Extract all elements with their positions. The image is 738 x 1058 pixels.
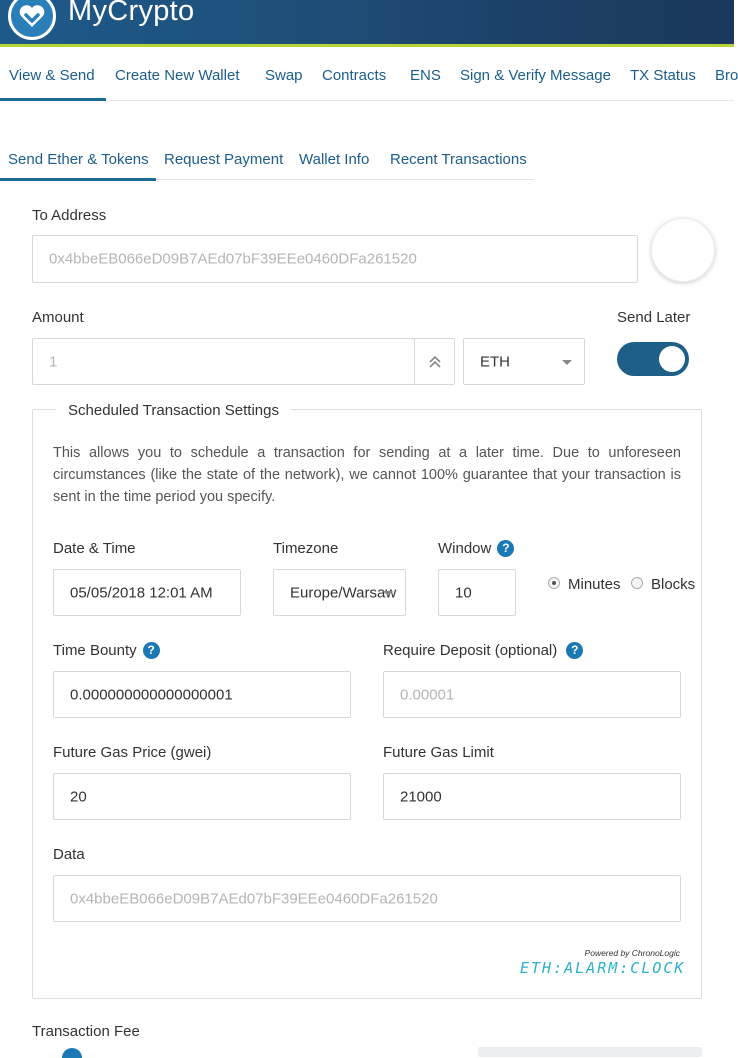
- future-gas-limit-input[interactable]: [383, 773, 681, 820]
- to-address-placeholder: 0x4bbeEB066eD09B7AEd07bF39EEe0460DFa261520: [49, 250, 417, 268]
- time-bounty-input[interactable]: [53, 671, 351, 718]
- chevron-down-icon: [562, 360, 572, 365]
- send-everything-button[interactable]: [414, 339, 454, 384]
- require-deposit-label-text: Require Deposit (optional): [383, 642, 558, 659]
- window-label-text: Window: [438, 540, 492, 557]
- future-gas-price-input[interactable]: [53, 773, 351, 820]
- minutes-radio-label[interactable]: Minutes: [568, 576, 621, 593]
- require-deposit-placeholder: 0.00001: [400, 686, 455, 703]
- future-gas-price-value: 20: [70, 788, 87, 805]
- tab-send-ether[interactable]: Send Ether & Tokens: [8, 151, 149, 168]
- nav-active-indicator: [0, 98, 106, 101]
- data-input[interactable]: [53, 875, 681, 922]
- blocks-radio-label[interactable]: Blocks: [651, 576, 696, 593]
- time-bounty-value: 0.000000000000000001: [70, 686, 233, 703]
- timezone-value: Europe/Warsaw: [290, 584, 397, 601]
- datetime-input[interactable]: [53, 569, 241, 616]
- send-later-toggle[interactable]: [617, 342, 689, 376]
- to-address-label: To Address: [32, 207, 107, 224]
- unit-select-value: ETH: [480, 353, 510, 370]
- double-chevron-up-icon: [428, 355, 442, 369]
- main-nav: [0, 50, 738, 101]
- unit-select[interactable]: [463, 338, 585, 385]
- transaction-fee-label: Transaction Fee: [32, 1023, 140, 1040]
- tab-active-indicator: [0, 178, 156, 181]
- help-icon[interactable]: ?: [143, 642, 160, 659]
- fee-help-icon[interactable]: [62, 1048, 82, 1058]
- future-gas-limit-label: Future Gas Limit: [383, 744, 494, 761]
- scheduled-description: This allows you to schedule a transaction for sending at a later time. Due to unforeseen circumstances (like the state of the network), we cannot 100% guarantee that your transaction is sent in the time period you specify.: [53, 445, 681, 505]
- amount-input[interactable]: [32, 338, 455, 385]
- to-address-input[interactable]: [32, 235, 638, 283]
- window-value: 10: [455, 584, 472, 601]
- time-bounty-label-text: Time Bounty: [53, 642, 137, 659]
- nav-ens[interactable]: ENS: [410, 67, 441, 84]
- amount-placeholder: 1: [49, 353, 58, 370]
- require-deposit-label: [383, 642, 583, 659]
- sub-tabs: [0, 150, 734, 181]
- chronologic-branding[interactable]: [520, 948, 686, 977]
- timezone-select[interactable]: [273, 569, 406, 616]
- address-identicon: [651, 218, 715, 282]
- window-label: [438, 540, 514, 557]
- datetime-value: 05/05/2018 12:01 AM: [70, 584, 213, 601]
- send-later-label: Send Later: [617, 309, 691, 326]
- help-icon[interactable]: ?: [497, 540, 514, 557]
- fee-slider[interactable]: [478, 1047, 702, 1057]
- nav-sign-verify[interactable]: Sign & Verify Message: [460, 67, 611, 84]
- future-gas-price-label: Future Gas Price (gwei): [53, 744, 212, 761]
- app-title[interactable]: MyCrypto: [68, 0, 195, 27]
- tab-wallet-info[interactable]: Wallet Info: [299, 151, 370, 168]
- nav-tx-status[interactable]: TX Status: [630, 67, 696, 84]
- scheduled-settings-legend: Scheduled Transaction Settings: [56, 402, 291, 419]
- powered-by-text: Powered by ChronoLogic: [584, 948, 680, 958]
- require-deposit-input[interactable]: [383, 671, 681, 718]
- nav-swap[interactable]: Swap: [265, 67, 303, 84]
- app-header: [0, 0, 734, 47]
- eth-alarm-clock-logo: ETH:ALARM:CLOCK: [520, 959, 686, 977]
- nav-view-send[interactable]: View & Send: [9, 67, 95, 84]
- nav-broadcast[interactable]: Bro: [715, 67, 738, 84]
- nav-create-wallet[interactable]: Create New Wallet: [115, 67, 240, 84]
- nav-contracts[interactable]: Contracts: [322, 67, 387, 84]
- datetime-label: Date & Time: [53, 540, 136, 557]
- help-icon[interactable]: ?: [566, 642, 583, 659]
- toggle-knob: [659, 346, 685, 372]
- tab-request-payment[interactable]: Request Payment: [164, 151, 284, 168]
- data-label: Data: [53, 846, 85, 863]
- time-bounty-label: [53, 642, 160, 659]
- chevron-down-icon: [383, 591, 393, 596]
- tab-recent-transactions[interactable]: Recent Transactions: [390, 151, 527, 168]
- blocks-radio[interactable]: [631, 577, 643, 589]
- data-placeholder: 0x4bbeEB066eD09B7AEd07bF39EEe0460DFa261520: [70, 890, 438, 907]
- timezone-label: Timezone: [273, 540, 339, 557]
- future-gas-limit-value: 21000: [400, 788, 442, 805]
- mycrypto-logo-icon[interactable]: [8, 0, 56, 40]
- window-input[interactable]: [438, 569, 516, 616]
- amount-label: Amount: [32, 309, 84, 326]
- minutes-radio[interactable]: [548, 577, 560, 589]
